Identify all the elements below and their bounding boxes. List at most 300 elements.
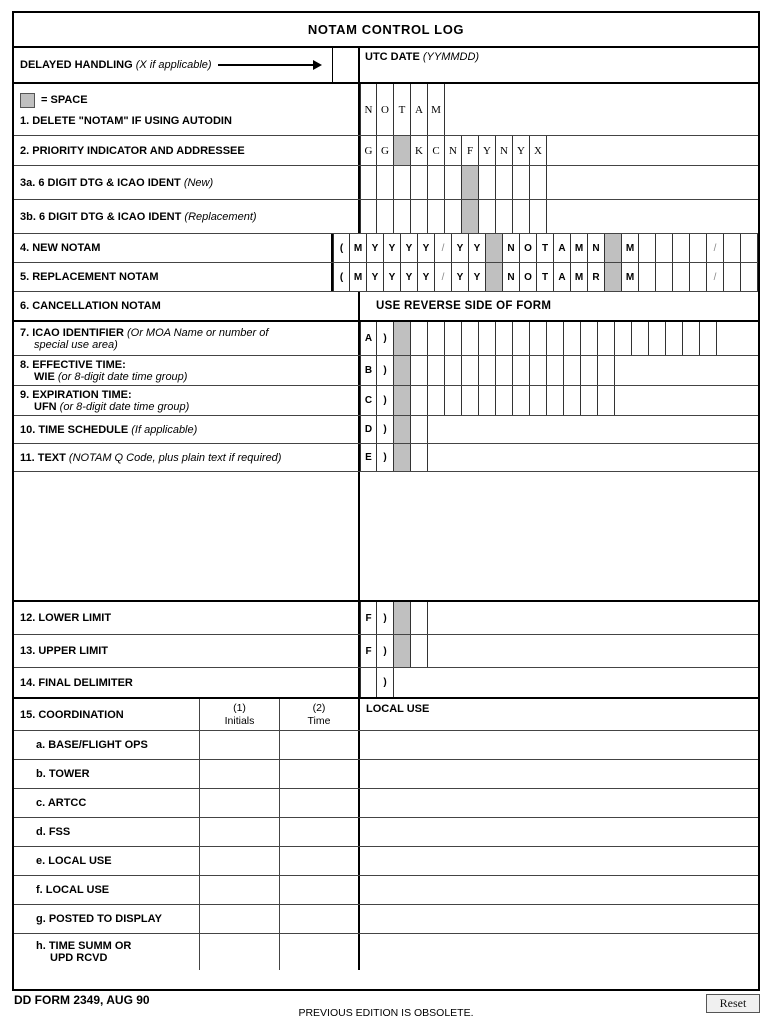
grid-cell[interactable]: N [503,234,520,262]
grid-cell[interactable]: T [394,84,411,135]
grid-cell[interactable] [360,200,377,233]
grid-cell[interactable] [479,386,496,415]
coord-e-local-use-field[interactable] [360,847,758,875]
item-8-row [14,356,758,386]
coord-b-initials-field[interactable] [200,760,280,788]
grid-cell[interactable]: T [537,234,554,262]
grid-cell[interactable]: ( [333,234,350,262]
grid-cell[interactable] [377,166,394,199]
item-7-cells[interactable] [360,322,758,355]
coordination-col-time-header [280,699,360,730]
grid-cell[interactable] [513,356,530,385]
grid-cell[interactable] [411,386,428,415]
grid-cell[interactable]: A [554,263,571,291]
coord-b-time-field[interactable] [280,760,360,788]
grid-cell[interactable]: C [360,386,377,415]
grid-cell[interactable] [639,234,656,262]
grid-cell[interactable] [513,386,530,415]
coord-g-initials-field[interactable] [200,905,280,933]
grid-cell[interactable] [547,322,564,355]
grid-cell[interactable]: Y [452,234,469,262]
item-10-cells[interactable] [360,416,758,443]
grid-cell[interactable]: ) [377,386,394,415]
grid-cell[interactable] [564,322,581,355]
grid-cell[interactable]: Y [418,263,435,291]
coordination-header-row [14,699,758,731]
coordination-label: 15. COORDINATION [20,708,124,721]
coordination-item-label: h. TIME SUMM OR [36,940,132,952]
coordination-item-label: c. ARTCC [36,797,87,809]
grid-cell[interactable]: A [554,234,571,262]
grid-cell[interactable] [615,322,632,355]
coordination-item-label-line2: UPD RCVD [50,952,108,964]
grid-cell[interactable] [411,416,428,443]
grid-cell[interactable] [530,200,547,233]
grid-cell[interactable] [394,444,411,471]
grid-cell[interactable]: / [707,234,724,262]
grid-cell[interactable] [673,234,690,262]
grid-cell[interactable] [496,200,513,233]
grid-cell[interactable] [428,322,445,355]
item-2-label: 2. PRIORITY INDICATOR AND ADDRESSEE [20,144,245,157]
grid-cell[interactable] [462,166,479,199]
grid-tail[interactable] [717,322,758,355]
grid-cell[interactable] [581,322,598,355]
grid-cell[interactable]: N [503,263,520,291]
page-title: NOTAM CONTROL LOG [307,22,465,37]
grid-cell[interactable] [394,602,411,634]
coord-d-label [14,818,200,846]
grid-cell[interactable] [690,234,707,262]
item-14-row [14,668,758,699]
coord-c-local-use-field[interactable] [360,789,758,817]
grid-cell[interactable]: ) [377,416,394,443]
grid-cell[interactable] [462,200,479,233]
item-4-label: 4. NEW NOTAM [20,242,101,254]
grid-cell[interactable] [581,386,598,415]
table-row [14,760,758,789]
grid-tail[interactable] [445,84,758,135]
grid-cell[interactable] [649,322,666,355]
grid-cell[interactable] [496,166,513,199]
coord-d-time-field[interactable] [280,818,360,846]
grid-cell[interactable] [394,322,411,355]
grid-cell[interactable] [411,602,428,634]
grid-cell[interactable] [394,200,411,233]
grid-cell[interactable] [411,322,428,355]
grid-cell[interactable] [411,635,428,667]
grid-cell[interactable] [547,356,564,385]
item-14-label-cell [14,668,360,697]
grid-cell[interactable] [394,166,411,199]
coord-c-initials-field[interactable] [200,789,280,817]
item-9-row [14,386,758,416]
table-row [14,731,758,760]
item-4-row [14,234,758,263]
grid-cell[interactable]: X [530,136,547,165]
coordination-col1-name: Initials [224,714,255,727]
grid-cell[interactable]: E [360,444,377,471]
grid-cell[interactable] [428,166,445,199]
coordination-item-label: b. TOWER [36,768,90,780]
grid-cell[interactable] [605,234,622,262]
grid-cell[interactable] [411,444,428,471]
coord-h-label [14,934,200,970]
delayed-handling-label: DELAYED HANDLING (X if applicable) [20,59,212,71]
delayed-handling-row [14,48,758,84]
form-footer [12,993,760,1021]
item-13-row [14,635,758,668]
item-7-label-line2: special use area) [34,338,118,351]
item-8-label: 8. EFFECTIVE TIME: [20,358,126,371]
item-2-row [14,136,758,166]
previous-edition-note: PREVIOUS EDITION IS OBSOLETE. [298,1007,474,1019]
reset-button[interactable]: Reset [706,994,760,1013]
coord-g-time-field[interactable] [280,905,360,933]
item-3b-row [14,200,758,234]
item-12-cells[interactable] [360,602,758,634]
grid-cell[interactable] [496,386,513,415]
coord-d-initials-field[interactable] [200,818,280,846]
grid-cell[interactable] [598,356,615,385]
grid-tail[interactable] [428,635,758,667]
item-6-label: 6. CANCELLATION NOTAM [20,300,161,312]
grid-cell[interactable]: O [520,234,537,262]
coord-f-initials-field[interactable] [200,876,280,904]
grid-cell[interactable]: A [411,84,428,135]
grid-cell[interactable] [639,263,656,291]
grid-cell[interactable]: M [622,234,639,262]
grid-cell[interactable]: M [571,263,588,291]
item-3b-cells[interactable] [360,200,758,233]
coord-f-time-field[interactable] [280,876,360,904]
grid-cell[interactable] [683,322,700,355]
grid-cell[interactable]: Y [401,234,418,262]
item-7-label: 7. ICAO IDENTIFIER (Or MOA Name or number of [20,326,269,339]
grid-cell[interactable] [445,386,462,415]
grid-cell[interactable] [479,166,496,199]
grid-cell[interactable]: ) [377,322,394,355]
grid-cell[interactable]: Y [401,263,418,291]
item-12-label: 12. LOWER LIMIT [20,612,112,624]
grid-tail[interactable] [428,416,758,443]
grid-cell[interactable] [445,166,462,199]
utc-date-hint: (YYMMDD) [422,51,480,63]
coordination-rows [14,731,758,970]
utc-date-cell[interactable] [360,48,758,82]
grid-cell[interactable]: N [496,136,513,165]
grid-tail[interactable] [547,200,758,233]
item-1-label: 1. DELETE "NOTAM" IF USING AUTODIN [20,114,232,127]
coord-a-time-field[interactable] [280,731,360,759]
item-5-label-cell [14,263,333,291]
grid-cell[interactable] [496,356,513,385]
table-row [14,905,758,934]
grid-cell[interactable] [394,635,411,667]
grid-cell[interactable]: M [350,234,367,262]
coord-a-local-use-field[interactable] [360,731,758,759]
grid-cell[interactable] [411,200,428,233]
grid-cell[interactable]: / [435,234,452,262]
grid-cell[interactable]: Y [452,263,469,291]
item-13-cells[interactable] [360,635,758,667]
grid-cell[interactable] [462,322,479,355]
item-1-label-cell [14,84,360,135]
grid-cell[interactable] [428,386,445,415]
grid-tail[interactable] [547,166,758,199]
coord-a-initials-field[interactable] [200,731,280,759]
grid-cell[interactable] [360,166,377,199]
coord-d-local-use-field[interactable] [360,818,758,846]
coordination-col2-name: Time [307,714,331,727]
grid-cell[interactable]: G [377,136,394,165]
coordination-item-label: f. LOCAL USE [36,884,110,896]
table-row [14,847,758,876]
grid-cell[interactable]: O [377,84,394,135]
grid-cell[interactable] [479,322,496,355]
grid-cell[interactable]: ) [377,444,394,471]
grid-cell[interactable] [360,668,377,697]
coord-h-time-field[interactable] [280,934,360,970]
coordination-item-label: g. POSTED TO DISPLAY [36,913,162,925]
grid-cell[interactable] [530,386,547,415]
grid-cell[interactable] [564,356,581,385]
grid-cell[interactable] [377,200,394,233]
grid-cell[interactable] [700,322,717,355]
pointer-arrow-icon [218,60,322,70]
grid-cell[interactable]: Y [367,234,384,262]
grid-cell[interactable]: Y [384,234,401,262]
grid-cell[interactable]: A [360,322,377,355]
space-legend [20,93,352,108]
grid-cell[interactable] [513,322,530,355]
grid-cell[interactable]: ) [377,356,394,385]
grid-tail[interactable] [428,444,758,471]
coord-e-time-field[interactable] [280,847,360,875]
grid-cell[interactable]: Y [418,234,435,262]
grid-cell[interactable]: N [360,84,377,135]
grid-cell[interactable] [486,263,503,291]
local-use-label: LOCAL USE [366,703,430,715]
item-10-label: 10. TIME SCHEDULE (If applicable) [20,423,198,436]
item-3b-label: 3b. 6 DIGIT DTG & ICAO IDENT (Replacement) [20,210,257,223]
item-9-label-cell [14,386,360,415]
grid-cell[interactable] [462,386,479,415]
grid-cell[interactable]: Y [367,263,384,291]
item-11-label-cell [14,444,360,471]
coord-g-label [14,905,200,933]
grid-cell[interactable] [530,166,547,199]
coord-h-local-use-field[interactable] [360,934,758,970]
grid-cell[interactable]: Y [513,136,530,165]
grid-tail[interactable] [615,386,758,415]
grid-cell[interactable]: / [435,263,452,291]
grid-cell[interactable] [513,166,530,199]
item-13-label: 13. UPPER LIMIT [20,645,109,657]
grid-cell[interactable]: Y [384,263,401,291]
grid-cell[interactable] [394,356,411,385]
item-9-label-line2: UFN (or 8-digit date time group) [34,400,190,413]
coordination-col-initials-header [200,699,280,730]
item-4-label-cell [14,234,333,262]
coord-e-label [14,847,200,875]
grid-cell[interactable]: F [360,602,377,634]
grid-cell[interactable] [547,386,564,415]
grid-cell[interactable]: N [588,234,605,262]
grid-cell[interactable]: B [360,356,377,385]
coord-e-initials-field[interactable] [200,847,280,875]
grid-cell[interactable] [530,322,547,355]
item-11-row [14,444,758,472]
grid-cell[interactable]: ) [377,635,394,667]
grid-cell[interactable]: ) [377,602,394,634]
grid-cell[interactable] [479,356,496,385]
grid-cell[interactable]: D [360,416,377,443]
coordination-item-label: d. FSS [36,826,71,838]
item-8-label-cell [14,356,360,385]
grid-cell[interactable]: C [428,136,445,165]
item-9-cells[interactable] [360,386,758,415]
grid-cell[interactable]: K [411,136,428,165]
grid-cell[interactable]: M [622,263,639,291]
item-4-cells[interactable] [333,234,758,262]
grid-cell[interactable] [741,263,758,291]
coord-c-label [14,789,200,817]
grid-cell[interactable] [394,386,411,415]
item-1-cells[interactable] [360,84,758,135]
coord-b-label [14,760,200,788]
grid-cell[interactable]: M [571,234,588,262]
grid-cell[interactable] [598,322,615,355]
grid-cell[interactable]: ) [377,668,394,697]
grid-cell[interactable] [411,166,428,199]
grid-cell[interactable] [666,322,683,355]
item-3a-label: 3a. 6 DIGIT DTG & ICAO IDENT (New) [20,176,214,189]
grid-cell[interactable]: T [537,263,554,291]
grid-cell[interactable]: F [462,136,479,165]
grid-cell[interactable] [445,356,462,385]
item-5-cells[interactable] [333,263,758,291]
grid-cell[interactable]: Y [469,234,486,262]
grid-cell[interactable] [741,234,758,262]
item-5-label: 5. REPLACEMENT NOTAM [20,271,159,283]
grid-cell[interactable]: O [520,263,537,291]
grid-cell[interactable]: / [707,263,724,291]
item-13-label-cell [14,635,360,667]
coordination-label-cell [14,699,200,730]
item-1-row [14,84,758,136]
grid-cell[interactable] [428,356,445,385]
item-6-label-cell [14,292,360,320]
grid-cell[interactable] [581,356,598,385]
grid-cell[interactable] [513,200,530,233]
item-14-cells[interactable] [360,668,758,697]
item-11-cells[interactable] [360,444,758,471]
grid-tail[interactable] [394,668,758,697]
grid-cell[interactable]: F [360,635,377,667]
item-11-label: 11. TEXT (NOTAM Q Code, plus plain text if required) [20,451,282,464]
item-10-row [14,416,758,444]
item-7-label-cell [14,322,360,355]
grid-cell[interactable] [724,263,741,291]
coord-g-local-use-field[interactable] [360,905,758,933]
grid-cell[interactable] [656,234,673,262]
table-row [14,789,758,818]
coord-f-local-use-field[interactable] [360,876,758,904]
grid-tail[interactable] [428,602,758,634]
use-reverse-side-note: USE REVERSE SIDE OF FORM [376,300,552,312]
grid-cell[interactable]: G [360,136,377,165]
item-3a-label-cell [14,166,360,199]
form-frame [12,11,760,991]
item-11-text-left-gutter [14,472,360,600]
grid-cell[interactable] [394,136,411,165]
item-2-cells[interactable] [360,136,758,165]
grid-cell[interactable] [462,356,479,385]
item-9-label: 9. EXPIRATION TIME: [20,388,132,401]
item-2-label-cell [14,136,360,165]
coordination-col1-num: (1) [233,702,246,715]
grid-cell[interactable] [656,263,673,291]
coord-b-local-use-field[interactable] [360,760,758,788]
coord-h-initials-field[interactable] [200,934,280,970]
grid-cell[interactable] [479,200,496,233]
grid-cell[interactable] [445,200,462,233]
grid-cell[interactable] [496,322,513,355]
utc-date-label: UTC DATE [365,51,420,63]
table-row [14,818,758,847]
grid-cell[interactable] [530,356,547,385]
item-3b-label-cell [14,200,360,233]
grid-cell[interactable] [428,200,445,233]
item-3a-cells[interactable] [360,166,758,199]
grid-cell[interactable]: N [445,136,462,165]
grid-cell[interactable]: Y [469,263,486,291]
item-7-row [14,322,758,356]
grid-cell[interactable] [394,416,411,443]
grid-cell[interactable] [486,234,503,262]
grid-cell[interactable]: M [428,84,445,135]
space-legend-label: = SPACE [41,94,88,106]
delayed-handling-checkbox[interactable] [333,48,360,82]
delayed-handling-label-cell [14,48,333,82]
grid-cell[interactable] [605,263,622,291]
grid-cell[interactable]: Y [479,136,496,165]
grid-cell[interactable]: R [588,263,605,291]
grid-cell[interactable]: M [350,263,367,291]
item-8-cells[interactable] [360,356,758,385]
item-5-row [14,263,758,292]
grid-cell[interactable] [411,356,428,385]
grid-cell[interactable] [690,263,707,291]
table-row [14,934,758,970]
grid-cell[interactable]: ( [333,263,350,291]
grid-tail[interactable] [615,356,758,385]
item-11-text-area[interactable] [360,472,758,600]
form-number: DD FORM 2349, AUG 90 [14,993,150,1007]
coord-f-label [14,876,200,904]
grid-cell[interactable] [564,386,581,415]
grid-cell[interactable] [724,234,741,262]
grid-cell[interactable] [598,386,615,415]
grid-cell[interactable] [673,263,690,291]
grid-tail[interactable] [547,136,758,165]
coord-c-time-field[interactable] [280,789,360,817]
grid-cell[interactable] [445,322,462,355]
item-14-label: 14. FINAL DELIMITER [20,676,133,689]
coord-a-label [14,731,200,759]
grid-cell[interactable] [632,322,649,355]
